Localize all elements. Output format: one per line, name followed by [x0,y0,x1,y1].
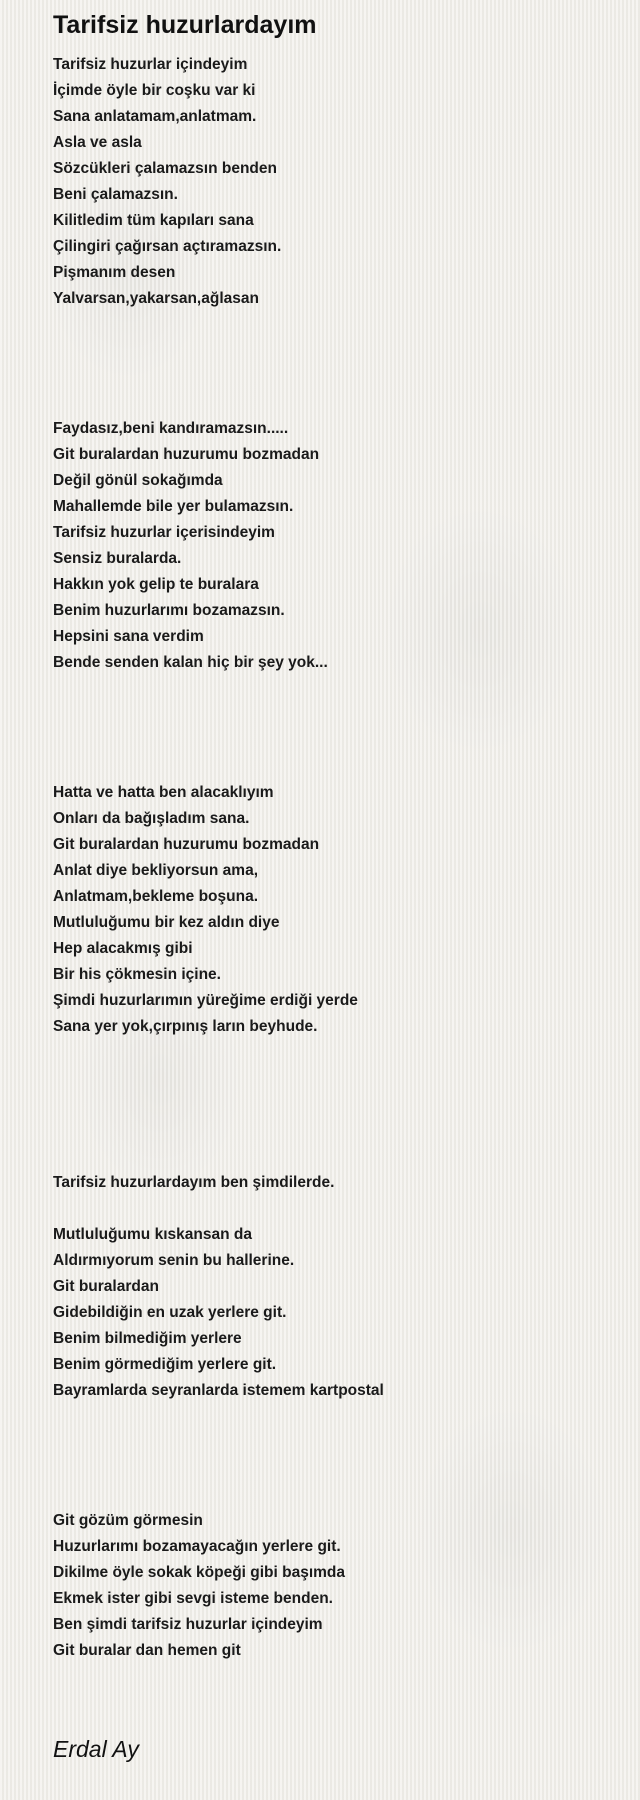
poem-line: Aldırmıyorum senin bu hallerine. [53,1252,295,1269]
poem-line: Git buralar dan hemen git [53,1642,241,1659]
poem-line: Anlatmam,bekleme boşuna. [53,888,259,905]
poem-line: İçimde öyle bir coşku var ki [53,82,256,99]
poem-line: Benim huzurlarımı bozamazsın. [53,602,285,619]
poem-line: Benim bilmediğim yerlere [53,1330,242,1347]
poem-body [53,52,384,1664]
poem-line: Çilingiri çağırsan açtıramazsın. [53,238,282,255]
poem-stanza [53,1170,384,1196]
poem-line: Sana yer yok,çırpınış ların beyhude. [53,1018,318,1035]
poem-line: Git buralardan [53,1278,159,1295]
poem-line: Ben şimdi tarifsiz huzurlar içindeyim [53,1616,323,1633]
poem-line: Anlat diye bekliyorsun ama, [53,862,259,879]
poem-line: Faydasız,beni kandıramazsın..... [53,420,289,437]
poem-line: Tarifsiz huzurlardayım ben şimdilerde. [53,1174,335,1191]
poem-line: Onları da bağışladım sana. [53,810,250,827]
poem-line: Yalvarsan,yakarsan,ağlasan [53,290,259,307]
poem-author: Erdal Ay [53,1736,139,1762]
poem-line: Hakkın yok gelip te buralara [53,576,259,593]
poem-line: Bayramlarda seyranlarda istemem kartpostal [53,1382,384,1399]
poem-line: Tarifsiz huzurlar içerisindeyim [53,524,275,541]
poem-line: Git gözüm görmesin [53,1512,203,1529]
poem-line: Dikilme öyle sokak köpeği gibi başımda [53,1564,346,1581]
poem-line: Asla ve asla [53,134,142,151]
poem-line: Hep alacakmış gibi [53,940,193,957]
poem-line: Gidebildiğin en uzak yerlere git. [53,1304,287,1321]
poem-line: Sözcükleri çalamazsın benden [53,160,277,177]
poem-line: Hepsini sana verdim [53,628,204,645]
poem-line: Bende senden kalan hiç bir şey yok... [53,654,328,671]
poem-line: Tarifsiz huzurlar içindeyim [53,56,248,73]
poem-line: Pişmanım desen [53,264,176,281]
poem-line: Kilitledim tüm kapıları sana [53,212,254,229]
poem-line: Değil gönül sokağımda [53,472,223,489]
poem-line: Hatta ve hatta ben alacaklıyım [53,784,274,801]
stanza-spacer [53,1040,384,1170]
poem-line: Git buralardan huzurumu bozmadan [53,446,320,463]
poem-line: Huzurlarımı bozamayacağın yerlere git. [53,1538,341,1555]
poem-line: Sana anlatamam,anlatmam. [53,108,257,125]
poem-stanza [53,1222,384,1404]
poem-line: Şimdi huzurlarımın yüreğime erdiği yerde [53,992,358,1009]
poem-stanza [53,52,384,312]
stanza-spacer [53,1196,384,1222]
poem-line: Mutluluğumu bir kez aldın diye [53,914,280,931]
poem-line: Git buralardan huzurumu bozmadan [53,836,320,853]
poem-line: Ekmek ister gibi sevgi isteme benden. [53,1590,333,1607]
poem-line: Benim görmediğim yerlere git. [53,1356,277,1373]
poem-line: Bir his çökmesin içine. [53,966,221,983]
poem-stanza [53,780,384,1040]
stanza-spacer [53,676,384,780]
stanza-spacer [53,1404,384,1508]
stanza-spacer [53,312,384,416]
poem-line: Beni çalamazsın. [53,186,178,203]
poem-line: Mutluluğumu kıskansan da [53,1226,252,1243]
poem-line: Mahallemde bile yer bulamazsın. [53,498,294,515]
poem-stanza [53,416,384,676]
poem-stanza [53,1508,384,1664]
poem-title: Tarifsiz huzurlardayım [53,11,317,39]
poem-line: Sensiz buralarda. [53,550,182,567]
